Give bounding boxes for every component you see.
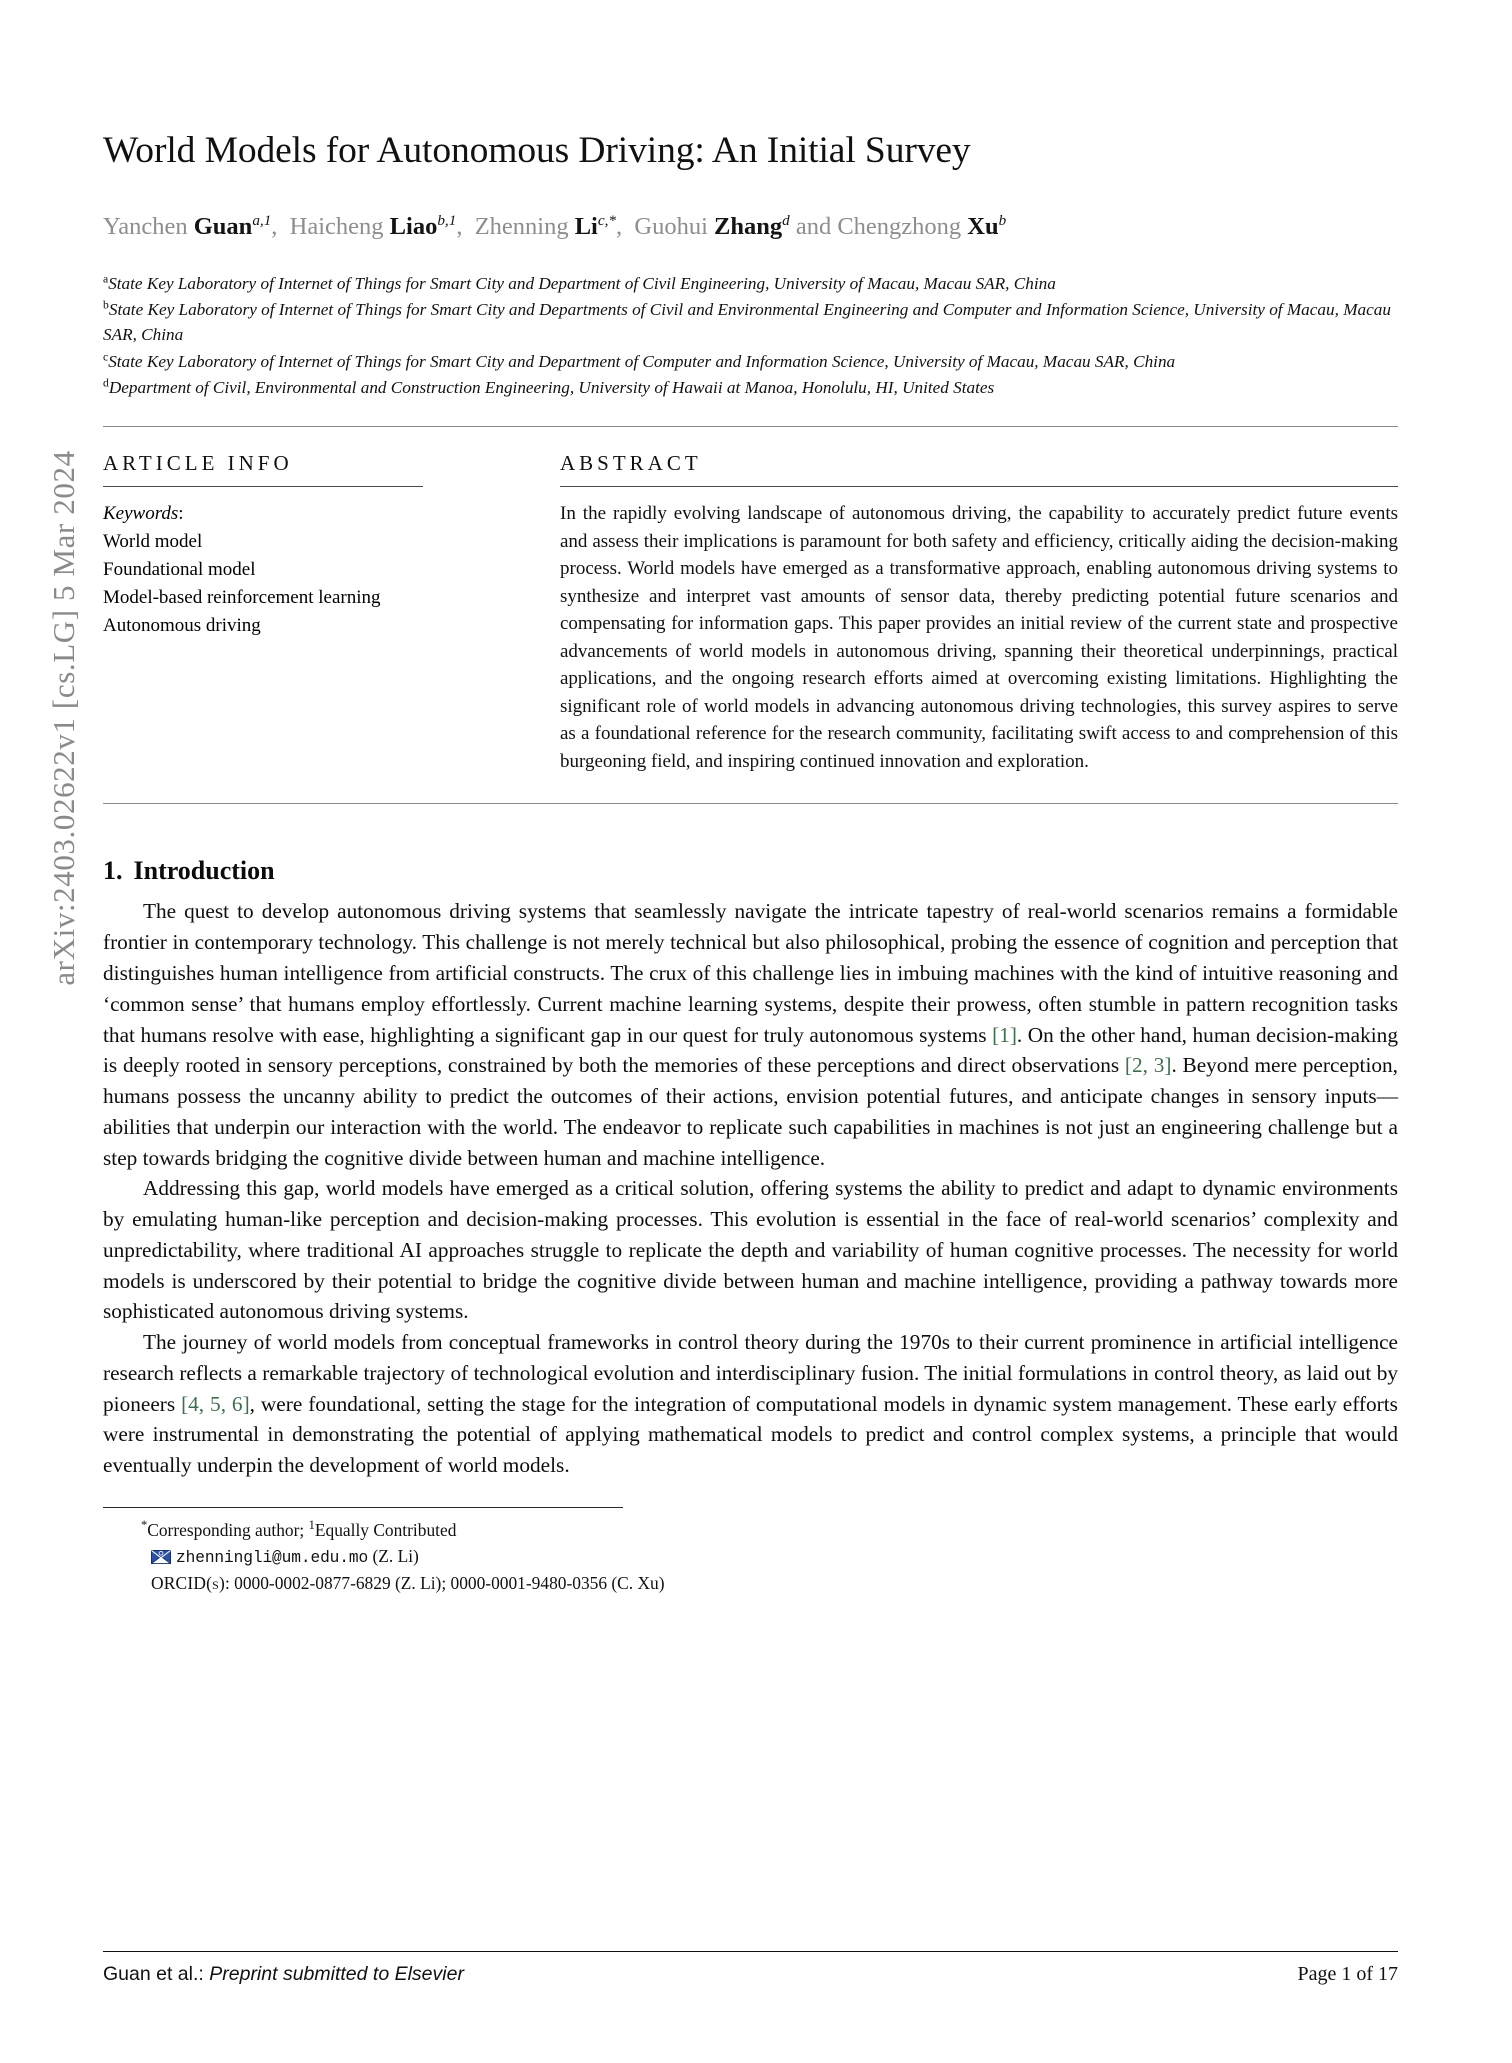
paragraph-text: The journey of world models from conceptual frameworks in control theory during the 1970s to their current prominence in artificial intelligence research reflects a remarkable trajectory of technological evolution and interdisciplinary fusion. The initial formulations in control theory, as laid out by pioneers [103,1330,1398,1416]
paragraph-text: , were foundational, setting the stage for the integration of computational models in dynamic system management. These early efforts were instrumental in demonstrating the potential of applying mathematical models to predict and control complex systems, a principle that would eventually underpin the development of world models. [103,1391,1398,1478]
citation-link[interactable]: [2, 3] [1124,1053,1172,1078]
author-surname: Xu [967,213,999,240]
author-separator: , [271,213,290,240]
affiliation-text: State Key Laboratory of Internet of Things for Smart City and Departments of Civil and Environmental Engineering and Computer and Information Science, University of Macau, Macau SAR, China [103,300,1391,345]
author-surname: Zhang [714,213,783,240]
keywords-colon: : [178,503,184,524]
equal-contribution-text: Equally Contributed [314,1520,457,1541]
arxiv-stamp: arXiv:2403.02622v1 [cs.LG] 5 Mar 2024 [46,450,81,986]
body-paragraph [103,896,1398,1173]
author-affiliation-marker: b [998,211,1007,229]
footnote-divider [103,1507,623,1508]
author-surname: Guan [193,213,253,240]
author-given-name: Haicheng [289,213,390,240]
asterisk-marker: * [141,1518,148,1533]
article-info-heading: ARTICLE INFO [103,451,293,475]
info-abstract-row [103,451,1398,775]
author-affiliation-marker: c,* [597,211,617,229]
author-conjunction: and [789,213,838,240]
affiliation-c [103,349,1398,374]
keywords-label [103,500,550,528]
equal-contribution-marker: 1 [308,1518,315,1533]
author-list [103,210,1373,243]
affiliation-marker: b [103,298,109,312]
email-owner: (Z. Li) [372,1546,419,1567]
keyword-item: Autonomous driving [103,614,261,636]
divider-article-info [103,486,423,487]
keywords-list [103,528,550,640]
footnote-email [151,1543,1403,1570]
page-footer-divider [103,1951,1398,1952]
author-affiliation-marker: a,1 [252,211,272,229]
envelope-icon [151,1545,171,1559]
footnote-corresponding [141,1517,1403,1543]
author-4 [634,213,789,240]
page-footer [103,1963,1398,1986]
abstract-column [560,451,1398,775]
keyword-item: World model [103,530,203,552]
paragraph-text: . On the other hand, human decision-making is deeply rooted in sensory perceptions, constrained by both the memories of these perceptions and direct observations [103,1022,1398,1078]
introduction-body [103,896,1403,1481]
author-5 [837,213,1006,240]
abstract-text: In the rapidly evolving landscape of autonomous driving, the capability to accurately predict future events and assess their implications is paramount for both safety and efficiency, critically aiding the decision-making process. World models have emerged as a transformative approach, enabling autonomous driving systems to synthesize and interpret vast amounts of sensor data, thereby predicting potential future scenarios and compensating for information gaps. This paper provides an initial review of the current state and prospective advancements of world models in autonomous driving, spanning their theoretical underpinnings, practical applications, and the ongoing research efforts aimed at overcoming existing limitations. Highlighting the significant role of world models in advancing autonomous driving technologies, this survey aspires to serve as a foundational reference for the research community, facilitating swift access to and comprehension of this burgeoning field, and inspiring continued innovation and exploration. [560,503,1398,772]
paper-content [103,0,1403,1597]
affiliation-text: State Key Laboratory of Internet of Things for Smart City and Department of Civil Engineering, University of Macau, Macau SAR, China [108,274,1056,294]
affiliation-d [103,375,1398,400]
body-paragraph [103,1173,1398,1327]
footer-left [103,1963,464,1986]
divider-abstract [560,486,1398,487]
footer-page-number: Page 1 of 17 [1297,1963,1398,1985]
keywords-label-text: Keywords [103,503,179,524]
affiliation-a [103,271,1398,296]
affiliation-marker: a [103,272,109,286]
paragraph-text: . Beyond mere perception, humans possess the uncanny ability to predict the outcomes of their actions, envision potential futures, and anticipate changes in sensory inputs—abilities that underpin our interaction with the world. The endeavor to replicate such capabilities in machines is not just an engineering challenge but a step towards bridging the cognitive divide between human and machine intelligence. [103,1053,1398,1170]
affiliation-marker: c [103,349,109,363]
section-number: 1. [103,856,123,886]
page-title: World Models for Autonomous Driving: An Initial Survey [103,130,971,171]
section-heading-introduction [103,856,1403,886]
footer-authors: Guan et al.: [103,1963,204,1985]
author-surname: Li [574,213,598,240]
paragraph-text: Addressing this gap, world models have emerged as a critical solution, offering systems the ability to predict and adapt to dynamic environments by emulating human-like perception and decision-making processes. This evolution is essential in the face of real-world scenarios’ complexity and unpredictability, where traditional AI approaches struggle to replicate the depth and variability of human cognitive processes. The necessity for world models is underscored by their potential to bridge the cognitive divide between human and machine intelligence, providing a pathway towards more sophisticated autonomous driving systems. [103,1176,1398,1324]
citation-link[interactable]: [1] [992,1022,1017,1047]
author-given-name: Chengzhong [837,213,968,240]
affiliation-b [103,297,1398,347]
author-surname: Liao [389,213,438,240]
keyword-item: Foundational model [103,558,256,580]
body-paragraph [103,1327,1398,1481]
author-1 [103,213,271,240]
author-affiliation-marker: b,1 [437,211,457,229]
author-given-name: Yanchen [103,213,194,240]
affiliation-list [103,271,1398,400]
divider-above-article-info [103,426,1398,427]
footer-status: Preprint submitted to Elsevier [209,1963,464,1985]
author-affiliation-marker: d [782,211,790,229]
author-given-name: Zhenning [474,213,575,240]
corresponding-author-text: Corresponding author; [147,1520,305,1541]
affiliation-marker: d [103,376,109,390]
orcid-label: ORCID(s) [151,1573,225,1594]
author-given-name: Guohui [634,213,715,240]
divider-below-abstract [103,803,1398,804]
abstract-heading: ABSTRACT [560,451,702,475]
paragraph-text: The quest to develop autonomous driving systems that seamlessly navigate the intricate tapestry of real-world scenarios remains a formidable frontier in contemporary technology. This challenge is not merely technical but also philosophical, probing the essence of cognition and perception that distinguishes human intelligence from artificial constructs. The crux of this challenge lies in imbuing machines with the kind of intuitive reasoning and ‘common sense’ that humans employ effortlessly. Current machine learning systems, despite their prowess, often stumble in pattern recognition tasks that humans resolve with ease, highlighting a significant gap in our quest for truly autonomous systems [103,899,1398,1047]
footnote-orcid [151,1570,1403,1596]
orcid-values: : 0000-0002-0877-6829 (Z. Li); 0000-0001-9480-0356 (C. Xu) [224,1573,665,1594]
citation-link[interactable]: [4, 5, 6] [181,1391,250,1416]
author-2 [290,213,457,240]
section-title: Introduction [133,856,275,886]
affiliation-text: State Key Laboratory of Internet of Things for Smart City and Department of Computer and Information Science, University of Macau, Macau SAR, China [108,351,1176,371]
article-info-column [103,451,550,775]
keyword-item: Model-based reinforcement learning [103,586,381,608]
author-separator: , [616,213,635,240]
author-separator: , [456,213,475,240]
email-address[interactable]: zhenningli@um.edu.mo [176,1549,369,1568]
author-3 [475,213,616,240]
affiliation-text: Department of Civil, Environmental and Construction Engineering, University of Hawaii at Manoa, Honolulu, HI, United States [108,377,995,397]
